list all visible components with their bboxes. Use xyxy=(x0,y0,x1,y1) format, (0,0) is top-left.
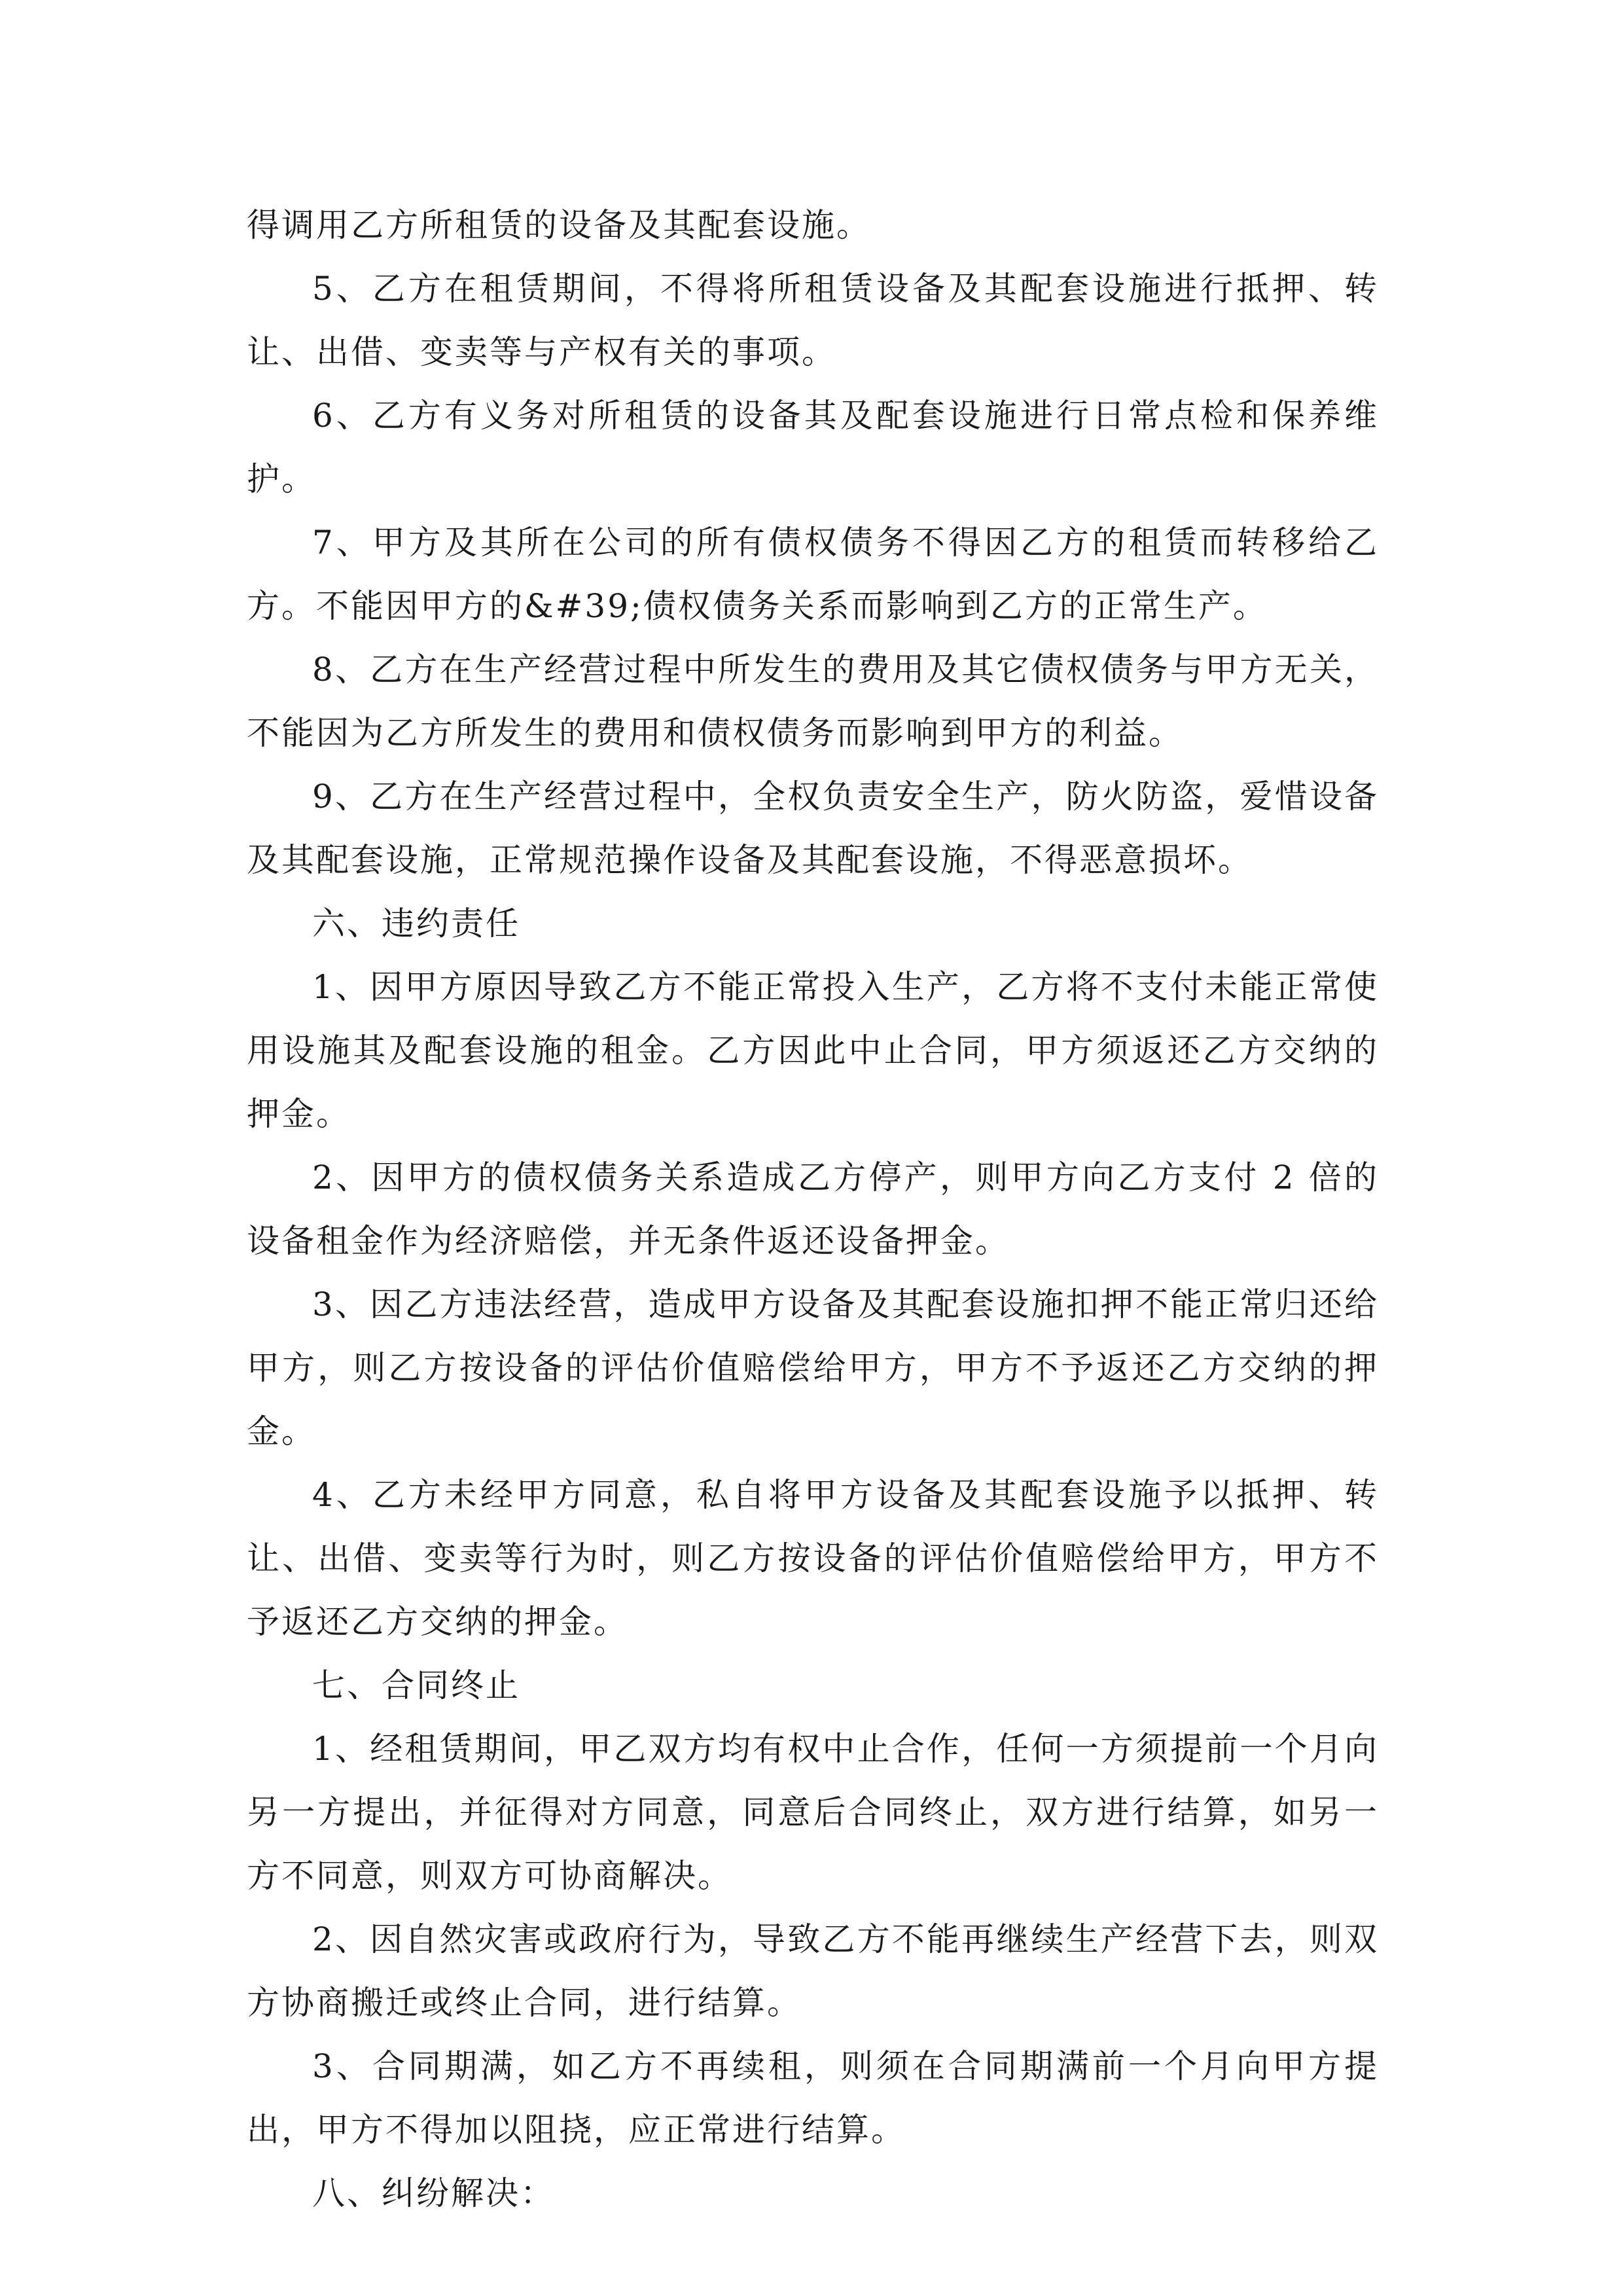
section-heading-7: 七、合同终止 xyxy=(312,1666,520,1704)
section-heading-8: 八、纠纷解决： xyxy=(312,2174,555,2212)
section-heading-6: 六、违约责任 xyxy=(312,905,520,942)
breach-clause-1: 1、因甲方原因导致乙方不能正常投入生产，乙方将不支付未能正常使用设施其及配套设施的租金。乙方因此中止合同，甲方须返还乙方交纳的押金。 xyxy=(247,968,1379,1133)
termination-clause-3: 3、合同期满，如乙方不再续租，则须在合同期满前一个月向甲方提出，甲方不得加以阻挠，应正常进行结算。 xyxy=(247,2047,1379,2149)
clause-8: 8、乙方在生产经营过程中所发生的费用及其它债权债务与甲方无关，不能因为乙方所发生的费用和债权债务而影响到甲方的利益。 xyxy=(247,651,1379,752)
termination-clause-2: 2、因自然灾害或政府行为，导致乙方不能再继续生产经营下去，则双方协商搬迁或终止合同，进行结算。 xyxy=(247,1920,1379,2022)
breach-clause-4: 4、乙方未经甲方同意，私自将甲方设备及其配套设施予以抵押、转让、出借、变卖等行为时，则乙方按设备的评估价值赔偿给甲方，甲方不予返还乙方交纳的押金。 xyxy=(247,1476,1379,1641)
paragraph-continuation: 得调用乙方所租赁的设备及其配套设施。 xyxy=(247,206,871,244)
breach-clause-2: 2、因甲方的债权债务关系造成乙方停产，则甲方向乙方支付 2 倍的设备租金作为经济赔偿，并无条件返还设备押金。 xyxy=(247,1158,1379,1260)
document-body xyxy=(247,194,1379,2225)
termination-clause-1: 1、经租赁期间，甲乙双方均有权中止合作，任何一方须提前一个月向另一方提出，并征得对方同意，同意后合同终止，双方进行结算，如另一方不同意，则双方可协商解决。 xyxy=(247,1730,1379,1895)
clause-5: 5、乙方在租赁期间，不得将所租赁设备及其配套设施进行抵押、转让、出借、变卖等与产权有关的事项。 xyxy=(247,270,1379,371)
clause-7: 7、甲方及其所在公司的所有债权债务不得因乙方的租赁而转移给乙方。不能因甲方的&#39;债权债务关系而影响到乙方的正常生产。 xyxy=(247,524,1379,625)
clause-9: 9、乙方在生产经营过程中，全权负责安全生产，防火防盗，爱惜设备及其配套设施，正常规范操作设备及其配套设施，不得恶意损坏。 xyxy=(247,778,1379,879)
clause-6: 6、乙方有义务对所租赁的设备其及配套设施进行日常点检和保养维护。 xyxy=(247,397,1379,498)
breach-clause-3: 3、因乙方违法经营，造成甲方设备及其配套设施扣押不能正常归还给甲方，则乙方按设备的评估价值赔偿给甲方，甲方不予返还乙方交纳的押金。 xyxy=(247,1285,1379,1450)
